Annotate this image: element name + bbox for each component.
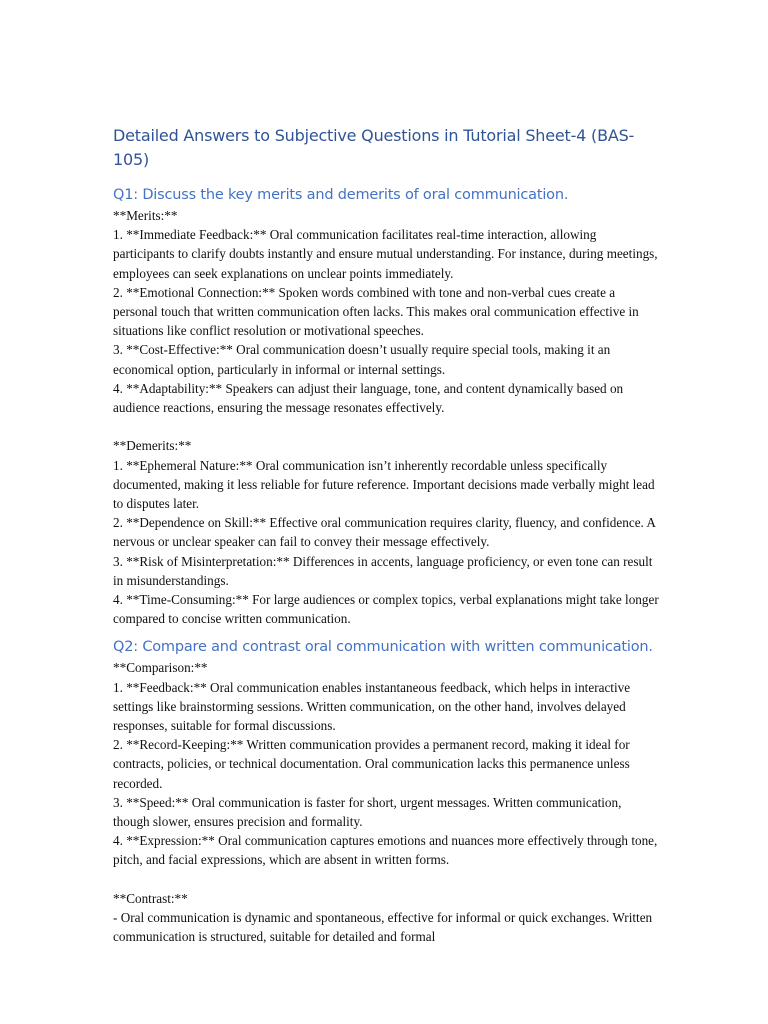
comparison-item: 4. **Expression:** Oral communication captures emotions and nuances more effectively through tone, pitch, and facial expressions, which are absent in written forms. <box>113 833 658 868</box>
demerits-label: **Demerits:** <box>113 438 192 454</box>
contrast-label: **Contrast:** <box>113 890 188 906</box>
merit-item: 3. **Cost-Effective:** Oral communication doesn’t usually require special tools, making it an economical option, particularly in informal or internal settings. <box>113 342 611 377</box>
blank-line <box>113 417 661 436</box>
document-content <box>113 124 661 946</box>
merit-item: 4. **Adaptability:** Speakers can adjust their language, tone, and content dynamically based on audience reactions, ensuring the message resonates effectively. <box>113 380 624 416</box>
merit-item: 1. **Immediate Feedback:** Oral communication facilitates real-time interaction, allowing participants to clarify doubts instantly and ensure mutual understanding. For instance, during meetings, employees can seek explanations on unclear points immediately. <box>113 227 658 281</box>
document-title: Detailed Answers to Subjective Questions in Tutorial Sheet-4 (BAS-105) <box>113 126 635 169</box>
comparison-item: 3. **Speed:** Oral communication is faster for short, urgent messages. Written communication, though slower, ensures precision and formality. <box>113 794 622 830</box>
demerit-item: 4. **Time-Consuming:** For large audiences or complex topics, verbal explanations might take longer compared to concise written communication. <box>113 592 659 627</box>
question-2-heading: Q2: Compare and contrast oral communication with written communication. <box>113 639 653 656</box>
demerit-item: 3. **Risk of Misinterpretation:** Differences in accents, language proficiency, or even tone can result in misunderstandings. <box>113 553 653 588</box>
merits-label: **Merits:** <box>113 208 178 223</box>
comparison-label: **Comparison:** <box>113 660 208 676</box>
blank-line <box>113 870 661 889</box>
question-1-heading: Q1: Discuss the key merits and demerits of oral communication. <box>113 187 569 203</box>
comparison-item: 2. **Record-Keeping:** Written communication provides a permanent record, making it ideal for contracts, policies, or technical documentation. Oral communication lacks this permanence unless recorded. <box>113 737 630 791</box>
demerit-item: 2. **Dependence on Skill:** Effective oral communication requires clarity, fluency, and confidence. A nervous or unclear speaker can fail to convey their message effectively. <box>113 515 656 550</box>
demerit-item: 1. **Ephemeral Nature:** Oral communication isn’t inherently recordable unless specifically documented, making it less reliable for future reference. Important decisions made verbally might lead to disputes later. <box>113 457 655 512</box>
merit-item: 2. **Emotional Connection:** Spoken words combined with tone and non-verbal cues create a personal touch that written communication often lacks. This makes oral communication effective in situations like conflict resolution or motivational speeches. <box>113 284 639 339</box>
contrast-item: - Oral communication is dynamic and spontaneous, effective for informal or quick exchanges. Written communication is structured, suitable for detailed and formal <box>113 910 653 945</box>
comparison-item: 1. **Feedback:** Oral communication enables instantaneous feedback, which helps in interactive settings like brainstorming sessions. Written communication, on the other hand, involves delayed responses, suitable for formal discussions. <box>113 679 631 734</box>
